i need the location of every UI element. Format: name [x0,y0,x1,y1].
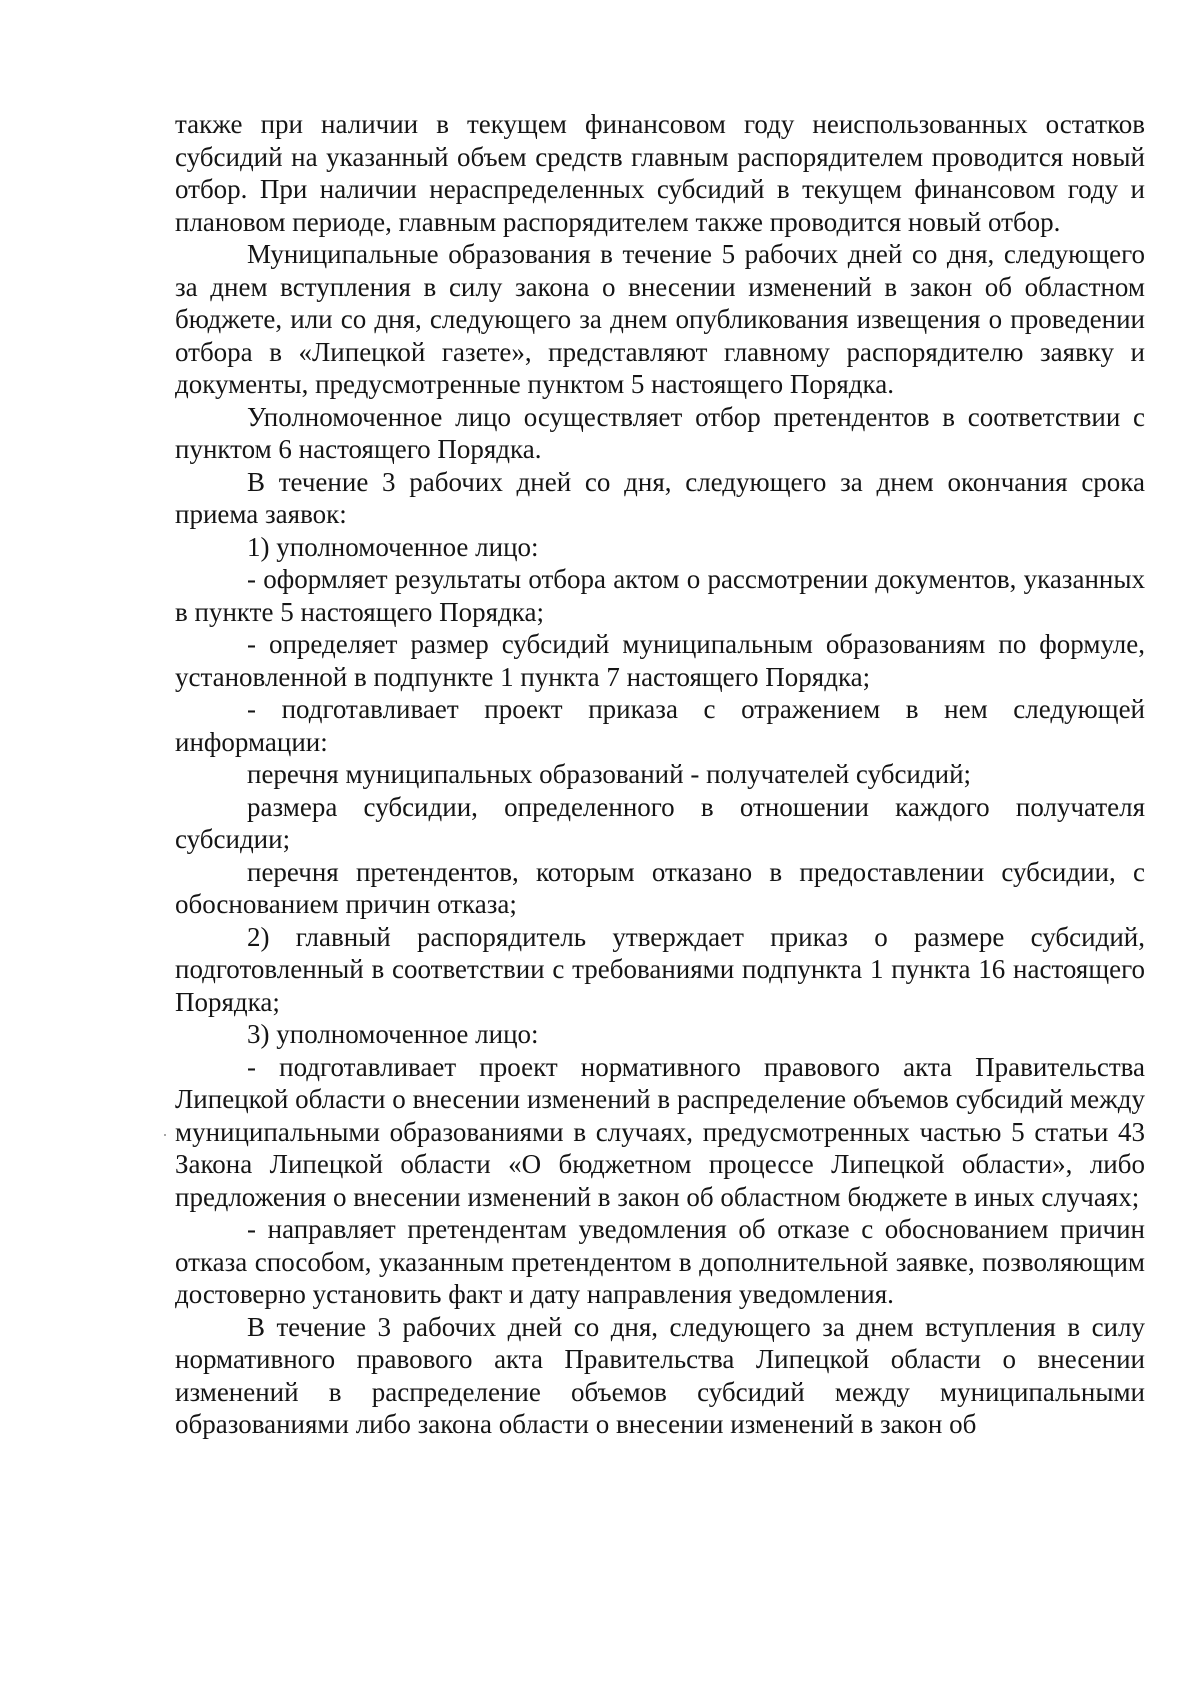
order-info-refusals: перечня претендентов, которым отказано в предоставлении субсидии, с обоснованием причин отказа; [175,856,1145,919]
list-item-2: 2) главный распорядитель утверждает приказ о размере субсидий, подготовленный в соответствии с требованиями подпункта 1 пункта 16 настоящего Порядка; [175,921,1145,1017]
list-item-1-act: - оформляет результаты отбора актом о рассмотрении документов, указанных в пункте 5 настоящего Порядка; [175,564,1145,627]
list-item-1-formula: - определяет размер субсидий муниципальным образованиям по формуле, установленной в подпункте 1 пункта 7 настоящего Порядка; [175,629,1145,692]
paragraph-continuation: также при наличии в текущем финансовом году неиспользованных остатков субсидий на указанный объем средств главным распорядителем проводится новый отбор. При наличии нераспределенных субсидий в текущем финансовом году и плановом периоде, главным распорядителем также проводится новый отбор. [175,109,1145,237]
list-item-1-order-draft: - подготавливает проект приказа с отражением в нем следующей информации: [175,694,1145,757]
list-item-3-notifications: - направляет претендентам уведомления об отказе с обоснованием причин отказа способом, указанным претендентом в дополнительной заявке, позволяющим достоверно установить факт и дату направления уведомления. [175,1214,1145,1309]
list-item-3-legal-act: - подготавливает проект нормативного правового акта Правительства Липецкой области о внесении изменений в распределение объемов субсидий между муниципальными образованиями в случаях, предусмотренных частью 5 статьи 43 Закона Липецкой области «О бюджетном процессе Липецкой области», либо предложения о внесении изменений в закон об областном бюджете в иных случаях; [175,1051,1145,1212]
paragraph-municipal-application: Муниципальные образования в течение 5 рабочих дней со дня, следующего за днем вступления в силу закона о внесении изменений в закон об областном бюджете, или со дня, следующего за днем опубликования извещения о проведении отбора в «Липецкой газете», представляют главному распорядителю заявку и документы, предусмотренные пунктом 5 настоящего Порядка. [175,239,1145,399]
list-item-1-heading: 1) уполномоченное лицо: [247,531,539,562]
paragraph-three-days: В течение 3 рабочих дней со дня, следующего за днем окончания срока приема заявок: [175,466,1145,529]
paragraph-selection: Уполномоченное лицо осуществляет отбор претендентов в соответствии с пунктом 6 настоящего Порядка. [175,401,1145,464]
document-body [175,108,1145,1441]
order-info-amount: размера субсидии, определенного в отношении каждого получателя субсидии; [175,791,1145,854]
list-item-3-heading: 3) уполномоченное лицо: [247,1019,539,1049]
scan-artifact [164,1134,166,1136]
order-info-recipients: перечня муниципальных образований - получателей субсидий; [247,759,972,789]
paragraph-final: В течение 3 рабочих дней со дня, следующего за днем вступления в силу нормативного правового акта Правительства Липецкой области о внесении изменений в распределение объемов субсидий между муниципальными образованиями либо закона области о внесении изменений в закон об [175,1311,1145,1439]
